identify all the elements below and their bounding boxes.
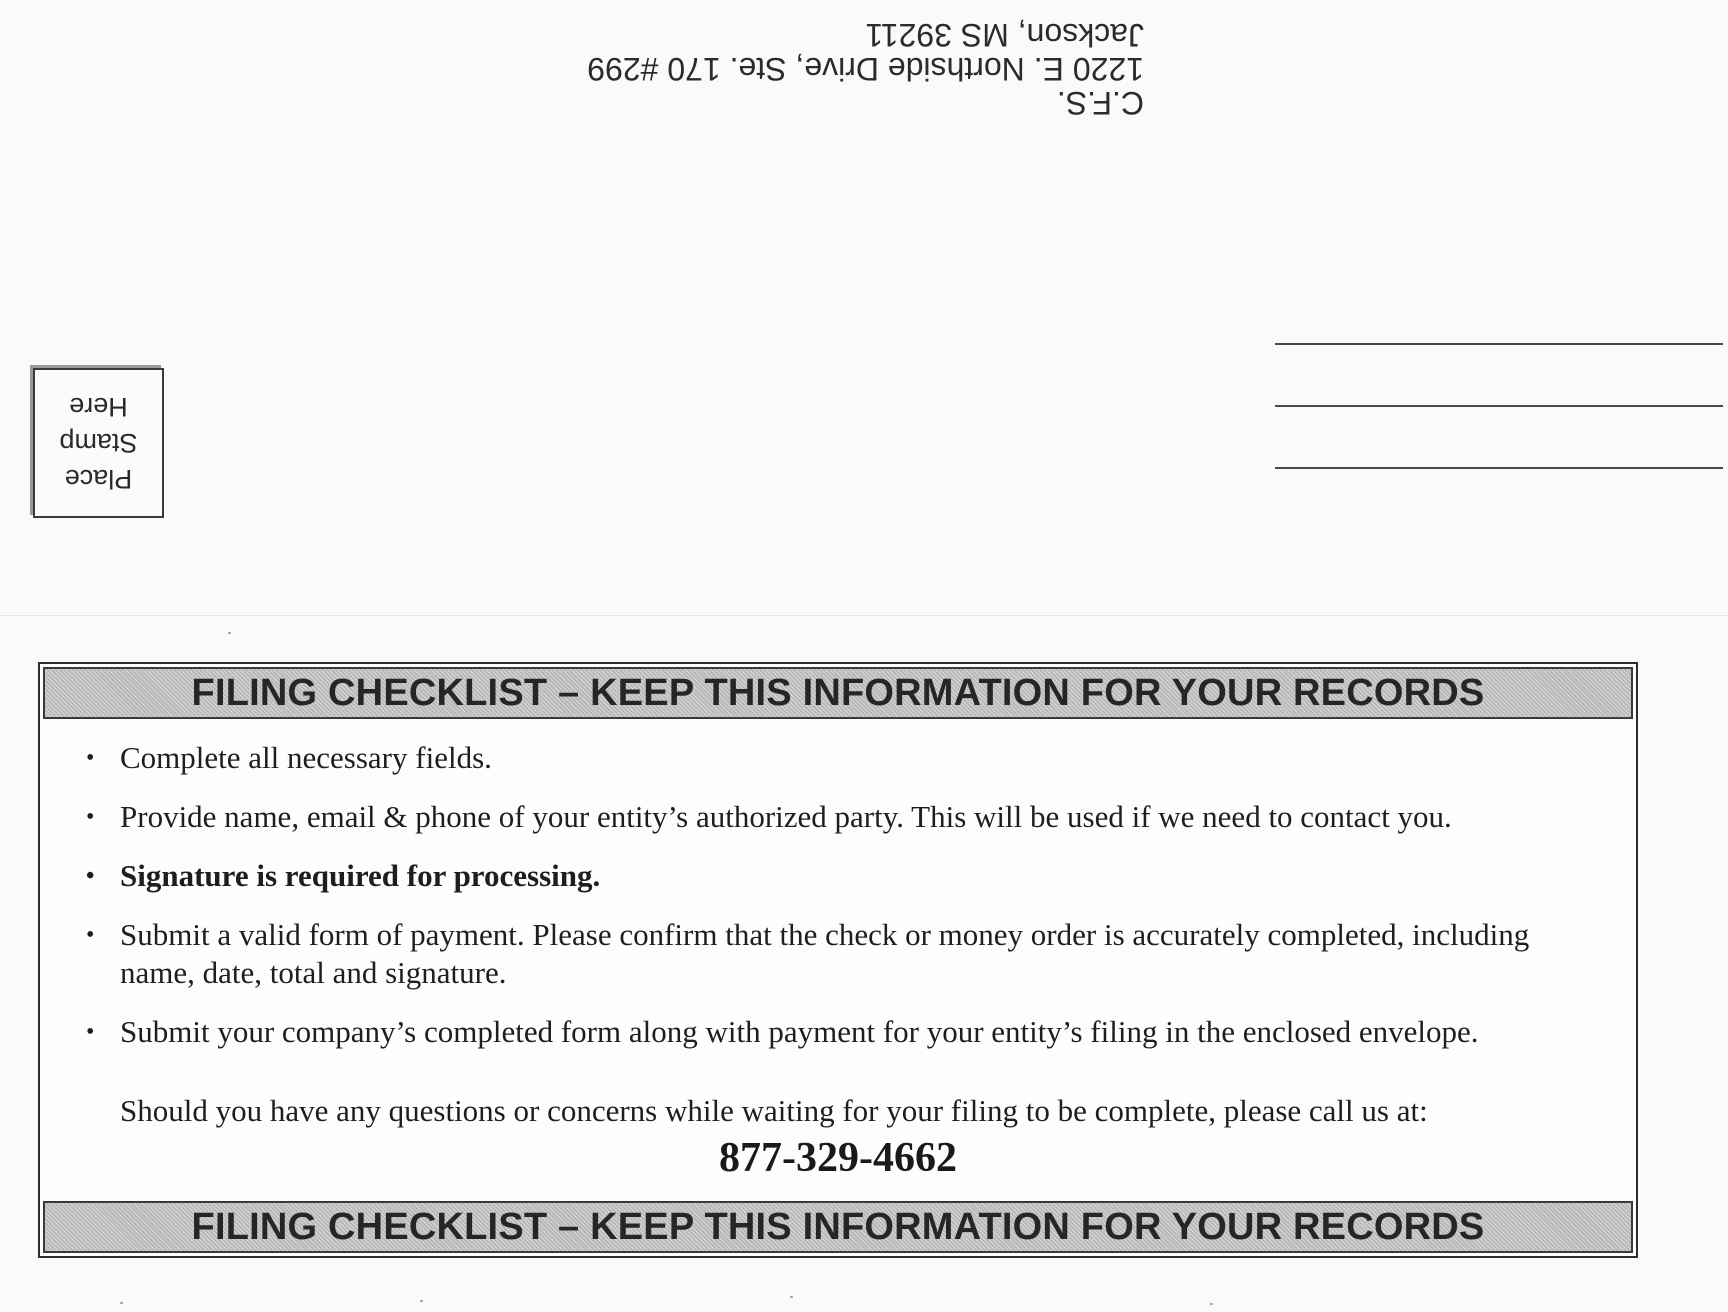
scan-speck [420,1300,423,1302]
checklist-item-text: Signature is required for processing. [120,858,601,893]
return-address-line-1: C.F.S. [1056,85,1144,121]
checklist-items [40,739,1636,1072]
scan-speck [120,1302,123,1304]
bullet-icon: • [86,804,95,830]
bullet-icon: • [86,745,95,771]
filing-checklist [38,662,1638,1258]
checklist-item [40,798,1636,836]
address-line-3 [1275,467,1723,469]
checklist-item [40,1013,1636,1051]
checklist-item [40,857,1636,895]
questions-text: Should you have any questions or concerns while waiting for your filing to be complete, please call us at: [120,1093,1428,1128]
bullet-icon: • [86,863,95,889]
return-address-line-3: Jackson, MS 39211 [865,17,1144,53]
bullet-icon: • [86,922,95,948]
checklist-item-text: Complete all necessary fields. [120,740,492,775]
checklist-banner-top: FILING CHECKLIST – KEEP THIS INFORMATION FOR YOUR RECORDS [43,667,1633,719]
address-line-1 [1275,343,1723,345]
checklist-item-text: Submit your company’s completed form along with payment for your entity’s filing in the enclosed envelope. [120,1014,1479,1049]
address-line-2 [1275,405,1723,407]
scan-speck [1210,1303,1213,1305]
scan-speck [790,1296,793,1298]
checklist-item-text: Provide name, email & phone of your entity’s authorized party. This will be used if we need to contact you. [120,799,1452,834]
stamp-box-line-3: Here [69,392,128,422]
phone-number: 877-329-4662 [719,1135,957,1181]
mailer-panel [0,0,1728,616]
return-address [540,18,1144,120]
return-address-line-2: 1220 E. Northside Drive, Ste. 170 #299 [587,51,1144,87]
stamp-box-line-2: Stamp [59,428,138,458]
scan-speck [228,632,231,634]
checklist-banner-bottom: FILING CHECKLIST – KEEP THIS INFORMATION FOR YOUR RECORDS [43,1201,1633,1253]
checklist-item [40,739,1636,777]
bullet-icon: • [86,1019,95,1045]
checklist-item [40,916,1636,992]
stamp-box [33,368,164,518]
checklist-item-text: Submit a valid form of payment. Please confirm that the check or money order is accurately completed, including name, date, total and signature. [120,917,1530,990]
stamp-box-line-1: Place [64,464,133,494]
